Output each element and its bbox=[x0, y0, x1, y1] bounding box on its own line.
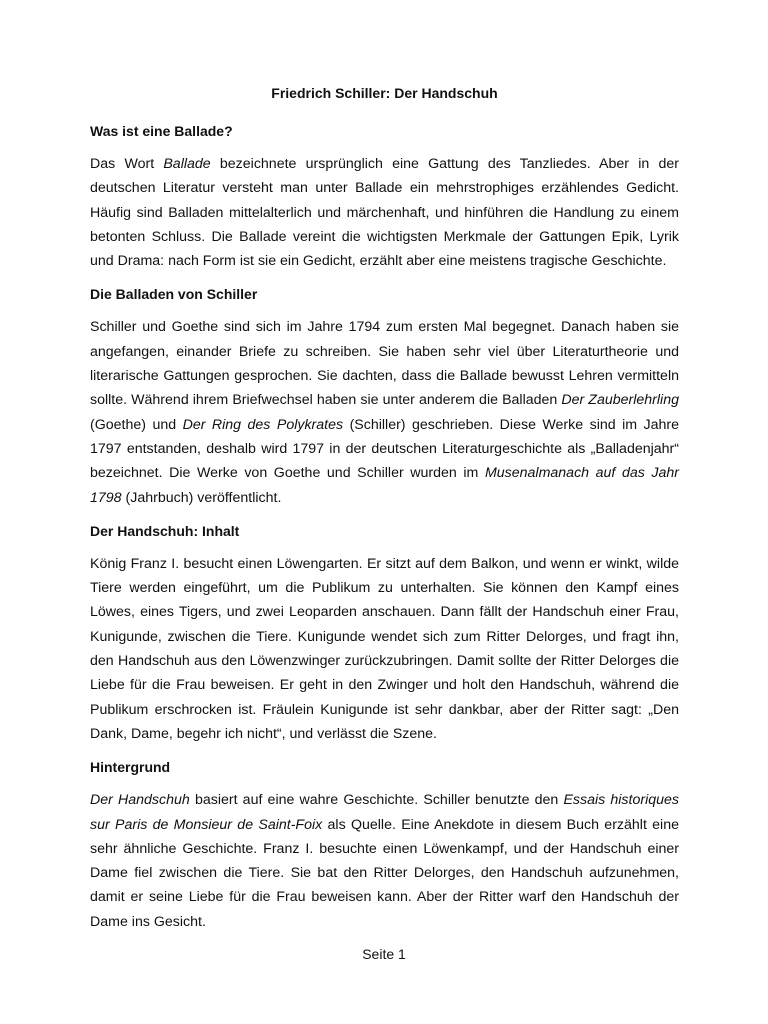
text-run: (Schiller) geschrieben. Diese Werke sind im Jahre 1797 entstanden, deshalb wird 1797 in der deutschen Literaturgeschichte als „Balladenjahr“ bezeichnet. Die Werke von Goethe und Schiller wurden im bbox=[90, 416, 679, 482]
text-run: Das Wort bbox=[90, 156, 164, 172]
italic-title: Der Ring des Polykrates bbox=[182, 416, 344, 433]
text-run: basiert auf eine wahre Geschichte. Schiller benutzte den bbox=[189, 792, 564, 809]
text-run: Schiller und Goethe sind sich im Jahre 1794 zum ersten Mal begegnet. Danach haben sie angefangen, einander Briefe zu schreiben. Sie haben sehr viel über Literaturtheorie und literarische Gattungen gesprochen. Sie dachten, dass die Ballade bewusst Lehren vermitteln sollte. Während ihrem Briefwechsel haben sie unter anderem die Balladen bbox=[90, 319, 679, 409]
paragraph-hintergrund bbox=[90, 788, 679, 934]
document-title: Friedrich Schiller: Der Handschuh bbox=[271, 85, 498, 101]
paragraph-inhalt bbox=[90, 552, 679, 746]
text-run: bezeichnete ursprünglich eine Gattung des Tanzliedes. Aber in der deutschen Literatur versteht man unter Ballade ein mehrstrophiges erzählendes Gedicht. Häufig sind Balladen mittelalterlich und märchenhaft, und hinführen die Handlung zu einem betonten Schluss. Die Ballade vereint die wichtigsten Merkmale der Gattungen Epik, Lyrik und Drama: nach Form ist sie ein Gedicht, erzählt aber eine meistens tragische Geschichte. bbox=[90, 156, 679, 270]
section-heading-schiller-balladen: Die Balladen von Schiller bbox=[90, 286, 258, 303]
italic-title: Der Handschuh bbox=[90, 792, 190, 809]
italic-title: Der Zauberlehrling bbox=[561, 392, 679, 409]
text-run: (Goethe) und bbox=[90, 416, 183, 433]
italic-term: Ballade bbox=[163, 156, 211, 172]
paragraph-ballade bbox=[90, 152, 679, 273]
page-number: Seite 1 bbox=[362, 946, 406, 962]
text-run: König Franz I. besucht einen Löwengarten. Er sitzt auf dem Balkon, und wenn er winkt, wilde Tiere werden eingeführt, um die Publikum zu unterhalten. Sie können den Kampf eines Löwes, eines Tigers, und zwei Leoparden anschauen. Dann fällt der Handschuh einer Frau, Kunigunde, zwischen die Tiere. Kunigunde wendet sich zum Ritter Delorges, und fragt ihn, den Handschuh aus den Löwenzwinger zurückzubringen. Damit sollte der Ritter Delorges die Liebe für die Frau beweisen. Er geht in den Zwinger und holt den Handschuh, während die Publikum erschrocken ist. Fräulein Kunigunde ist sehr dankbar, aber der Ritter sagt: „Den Dank, Dame, begehr ich nicht“, und verlässt die Szene. bbox=[90, 555, 679, 742]
text-run: (Jahrbuch) veröffentlicht. bbox=[121, 489, 282, 506]
section-heading-inhalt: Der Handschuh: Inhalt bbox=[90, 522, 240, 539]
italic-title: Musenalmanach auf das Jahr 1798 bbox=[90, 465, 679, 506]
text-run: als Quelle. Eine Anekdote in diesem Buch erzählt eine sehr ähnliche Geschichte. Franz I. besuchte einen Löwenkampf, und der Handschuh einer Dame fiel zwischen die Tiere. Sie bat den Ritter Delorges, den Handschuh aufzunehmen, damit er seine Liebe für die Frau beweisen kann. Aber der Ritter warf den Handschuh der Dame ins Gesicht. bbox=[90, 816, 679, 930]
section-heading-ballade: Was ist eine Ballade? bbox=[90, 123, 233, 139]
italic-title: Essais historiques sur Paris de Monsieur de Saint-Foix bbox=[90, 792, 679, 833]
section-heading-hintergrund: Hintergrund bbox=[90, 759, 171, 776]
paragraph-schiller-balladen bbox=[90, 315, 679, 509]
